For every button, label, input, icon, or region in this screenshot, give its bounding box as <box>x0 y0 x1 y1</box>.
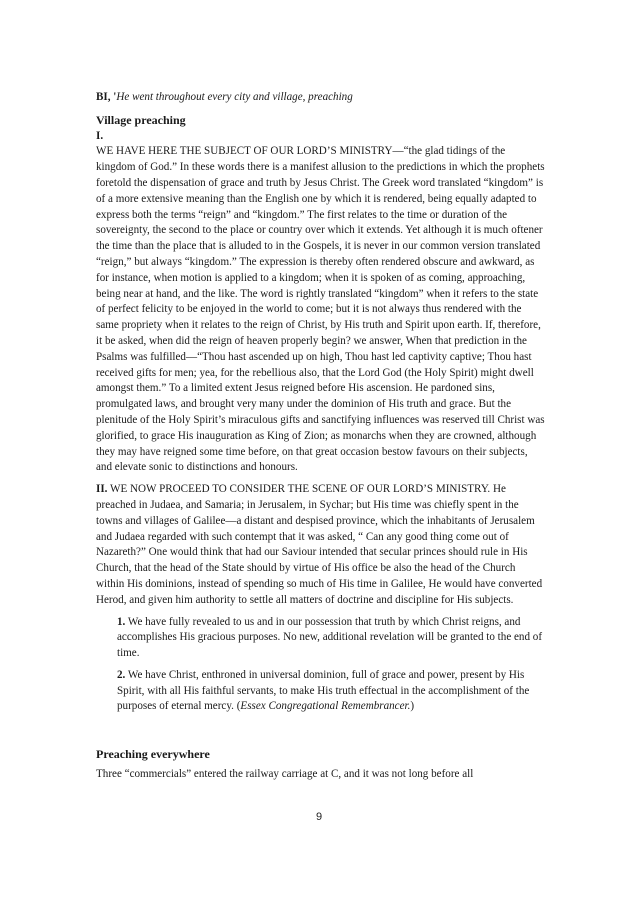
document-page <box>96 90 546 783</box>
point-one-text: We have fully revealed to us and in our possession that truth by which Christ reigns, and accomplishes His gracious purposes. No new, additional revelation will be granted to the end of time. <box>117 615 543 660</box>
numeral-one: I. <box>96 129 104 142</box>
point-one-number: 1. <box>117 615 126 628</box>
paragraph-scene <box>96 482 546 608</box>
paragraph-subject: WE HAVE HERE THE SUBJECT OF OUR LORD’S MINISTRY—“the glad tidings of the kingdom of God.” In these words there is a manifest allusion to the predictions in which the prophets foretold the dispensation of grace and truth by Jesus Christ. The Greek word translated “kingdom” is of a more extensive meaning than the English one by which it is rendered, being equally adapted to express both the terms “reign” and “kingdom.” The first relates to the time or duration of the sovereignty, the second to the place or country over which it extends. Yet although it is much oftener the time than the place that is alluded to in the Gospels, it is never in our common version translated “reign,” but always “kingdom.” The expression is thereby often rendered obscure and awkward, as for instance, when motion is applied to a kingdom; when it is spoken of as coming, approaching, being near at hand, and the like. The word is rightly translated “kingdom” when it refers to the state of perfect felicity to be enjoyed in the world to come; but it is not always thus rendered with the same propriety when it relates to the reign of Christ, by His truth and Spirit upon earth. If, therefore, it be asked, when did the reign of heaven properly begin? we answer, When that prediction in the Psalms was fulfilled—“Thou hast ascended up on high, Thou hast led captivity captive; Thou hast received gifts for men; yea, for the rebellious also, that the Lord God (the Holy Spirit) might dwell amongst them.” To a limited extent Jesus reigned before His ascension. He pardoned sins, promulgated laws, and brought very many under the dominion of His truth and grace. But the plenitude of the Holy Spirit’s miraculous gifts and sanctifying influences was reserved till Christ was glorified, to grace His inauguration as King of Zion; as monarchs when they are crowned, although they may have reigned some time before, on that great occasion bestow favours on their subjects, and elevate sonic to distinctions and honours. <box>96 145 545 474</box>
point-one <box>117 615 546 662</box>
verse-reference <box>96 90 546 106</box>
point-two <box>117 668 546 715</box>
point-two-text: We have Christ, enthroned in universal dominion, full of grace and power, present by His Spirit, with all His faithful servants, to make His truth effectual in the accomplishment of the purposes of eternal mercy. ( <box>117 668 530 713</box>
section-title-preaching-everywhere: Preaching everywhere <box>96 747 210 762</box>
point-two-close: ) <box>410 700 415 713</box>
paragraph-scene-text: WE NOW PROCEED TO CONSIDER THE SCENE OF OUR LORD’S MINISTRY. He preached in Judaea, and Samaria; in Jerusalem, in Sychar; but His time was chiefly spent in the towns and villages of Galilee—a distant and despised province, which the inhabitants of Jerusalem and Judaea regarded with such contempt that it was asked, “ Can any good thing come out of Nazareth?” One would think that had our Saviour intended that secular princes should rule in His Church, that the head of the State should by virtue of His office be also the head of the Church within His dominions, instead of spending so much of His time in Galilee, He would have converted Herod, and given him authority to settle all matters of doctrine and discipline for His subjects. <box>96 483 543 606</box>
verse-quote: He went throughout every city and village, preaching <box>116 91 353 103</box>
point-two-number: 2. <box>117 668 126 681</box>
verse-ref: BI, ' <box>96 91 117 103</box>
section-title-village-preaching: Village preaching <box>96 112 186 127</box>
paragraph-commercials: Three “commercials” entered the railway carriage at C, and it was not long before all <box>96 768 474 781</box>
numeral-two: II. <box>96 483 108 496</box>
point-two-source: Essex Congregational Remembrancer. <box>240 700 411 713</box>
page-number: 9 <box>315 811 323 823</box>
